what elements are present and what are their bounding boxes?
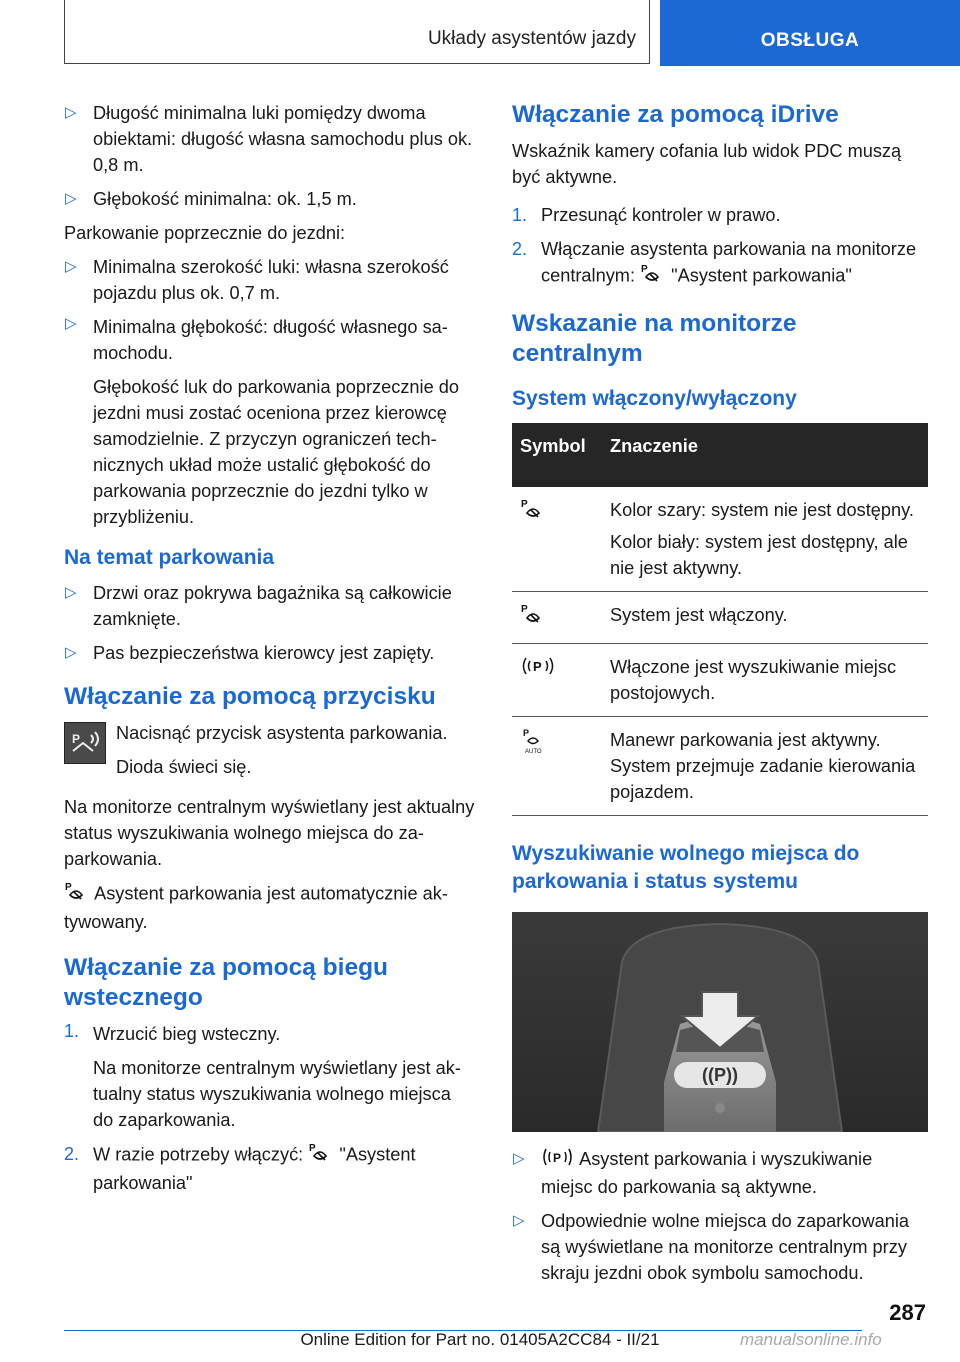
list-item: 1. Przesunąć kontroler w prawo. (512, 205, 781, 225)
heading-central-display: Wskazanie na monitorze centralnym (512, 310, 797, 367)
symbol-table (512, 423, 928, 816)
header-divider-right (649, 0, 650, 64)
heading-button-activation: Włączanie za pomocą przycisku (64, 683, 436, 710)
page-number: 287 (889, 1300, 926, 1325)
svg-text:P: P (553, 1150, 562, 1165)
list-item: 2. Włączanie asystenta parkowania na monitorze centralnym: P "Asystent parkowania" (512, 236, 928, 291)
right-column (512, 100, 928, 1294)
parking-display-photo (512, 912, 928, 1132)
bullet-triangle-icon: ▷ (65, 644, 77, 661)
paragraph: Wskaźnik kamery cofania lub widok PDC muszą być aktywne. (512, 141, 902, 187)
bullet-triangle-icon: ▷ (65, 190, 77, 207)
table-row: P System jest włączony. (512, 592, 928, 644)
parking-search-icon (520, 659, 556, 682)
svg-text:P: P (641, 264, 648, 275)
footer-edition: Online Edition for Part no. 01405A2CC84 - II/21 (300, 1330, 660, 1349)
table-header-meaning: Znaczenie (602, 423, 928, 487)
table-row: P AUTO Manewr parkowania jest aktywny. System przejmuje zadanie kierowania pojazdem. (512, 717, 928, 816)
parking-assistant-icon (520, 499, 548, 525)
parking-auto-icon (520, 728, 550, 759)
heading-reverse-activation: Włączanie za pomocą biegu wstecznego (64, 954, 389, 1011)
paragraph: Parkowanie poprzecznie do jezdni: (64, 223, 346, 243)
parking-assistant-active-icon (520, 604, 548, 630)
heading-idrive-activation: Włączanie za pomocą iDrive (512, 101, 839, 128)
watermark: manualsonline.info (740, 1330, 882, 1349)
bullet-triangle-icon: ▷ (513, 1211, 525, 1229)
list-item: ▷ Pas bezpieczeństwa kierowcy jest zapięty. (64, 640, 476, 666)
list-item: ▷ P Asystent parkowania i wyszukiwanie miejsc do parkowania są aktywne. (512, 1146, 928, 1200)
table-header-symbol: Symbol (512, 423, 602, 487)
svg-text:P: P (521, 499, 528, 510)
bullet-triangle-icon: ▷ (65, 104, 77, 121)
parking-assistant-icon (640, 262, 666, 291)
left-column (64, 100, 476, 1204)
list-item: ▷ Minimalna głębokość: długość własnego samochodu. Głębokość luk do parkowania poprzecznie do jezdni musi zostać oceniona przez kierowcę samodzielnie. Z przyczyn ograniczeń technicznych układ może ustalić głębokość do parkowania poprzecznie do jezdni tylko w przybliżeniu. (65, 315, 459, 527)
list-item: ▷ Drzwi oraz pokrywa bagażnika są całkowicie zamknięte. (64, 580, 476, 632)
list-item: ▷ Odpowiednie wolne miejsca do zaparkowania są wyświetlane na monitorze centralnym przy skraju jezdni obok symbolu samochodu. (512, 1208, 928, 1286)
parking-assistant-icon (64, 880, 90, 909)
button-instruction: P Nacisnąć przycisk asystenta parkowania. Dioda świeci się. (64, 720, 476, 780)
table-row: P Włączone jest wyszukiwanie miejsc postojowych. (512, 644, 928, 717)
header-underline (64, 63, 649, 64)
list-item: ▷ Głębokość minimalna: ok. 1,5 m. (64, 186, 476, 212)
parking-button-icon (64, 722, 106, 764)
heading-parking-search-status: Wyszukiwanie wolnego miejsca do parkowania i status systemu (512, 842, 860, 893)
svg-text:P: P (533, 659, 542, 674)
table-row: P Kolor szary: system nie jest dostępny. Kolor biały: system jest dostępny, ale nie jest aktywny. (512, 487, 928, 592)
parking-search-icon (541, 1147, 575, 1174)
svg-text:P: P (521, 604, 528, 615)
bullet-triangle-icon: ▷ (513, 1150, 525, 1167)
table-header-row (512, 423, 928, 487)
svg-text:((P)): ((P)) (702, 1065, 738, 1085)
svg-text:P: P (523, 728, 530, 738)
section-title: Układy asystentów jazdy (427, 28, 636, 49)
parking-assistant-icon (308, 1141, 334, 1170)
svg-text:AUTO: AUTO (525, 749, 542, 755)
svg-text:P: P (72, 732, 81, 746)
list-item: 2. W razie potrzeby włączyć: P "Asystent parkowania" (64, 1143, 416, 1193)
list-item: ▷ Minimalna szerokość luki: własna szerokość pojazdu plus ok. 0,7 m. (64, 254, 476, 306)
bullet-triangle-icon: ▷ (65, 258, 77, 275)
heading-parking-notes: Na temat parkowania (64, 546, 275, 569)
bullet-triangle-icon: ▷ (65, 315, 77, 332)
list-item: 1. Wrzucić bieg wsteczny. Na monitorze centralnym wyświetlany jest aktualny status wyszukiwania wolnego miejsca do zaparkowania. (64, 1021, 461, 1130)
paragraph: P Asystent parkowania jest automatycznie aktywowany. (64, 882, 448, 932)
paragraph: Na monitorze centralnym wyświetlany jest aktualny status wyszukiwania wolnego miejsca do zaparkowania. (64, 797, 475, 869)
svg-text:P: P (309, 1143, 316, 1154)
chapter-tab[interactable]: OBSŁUGA (660, 0, 960, 66)
svg-text:P: P (65, 882, 72, 893)
heading-system-on-off: System włączony/wyłączony (512, 387, 797, 410)
bullet-triangle-icon: ▷ (65, 584, 77, 601)
list-item: ▷ Długość minimalna luki pomiędzy dwoma obiektami: długość własna samochodu plus ok. 0,8 m. (64, 100, 476, 178)
